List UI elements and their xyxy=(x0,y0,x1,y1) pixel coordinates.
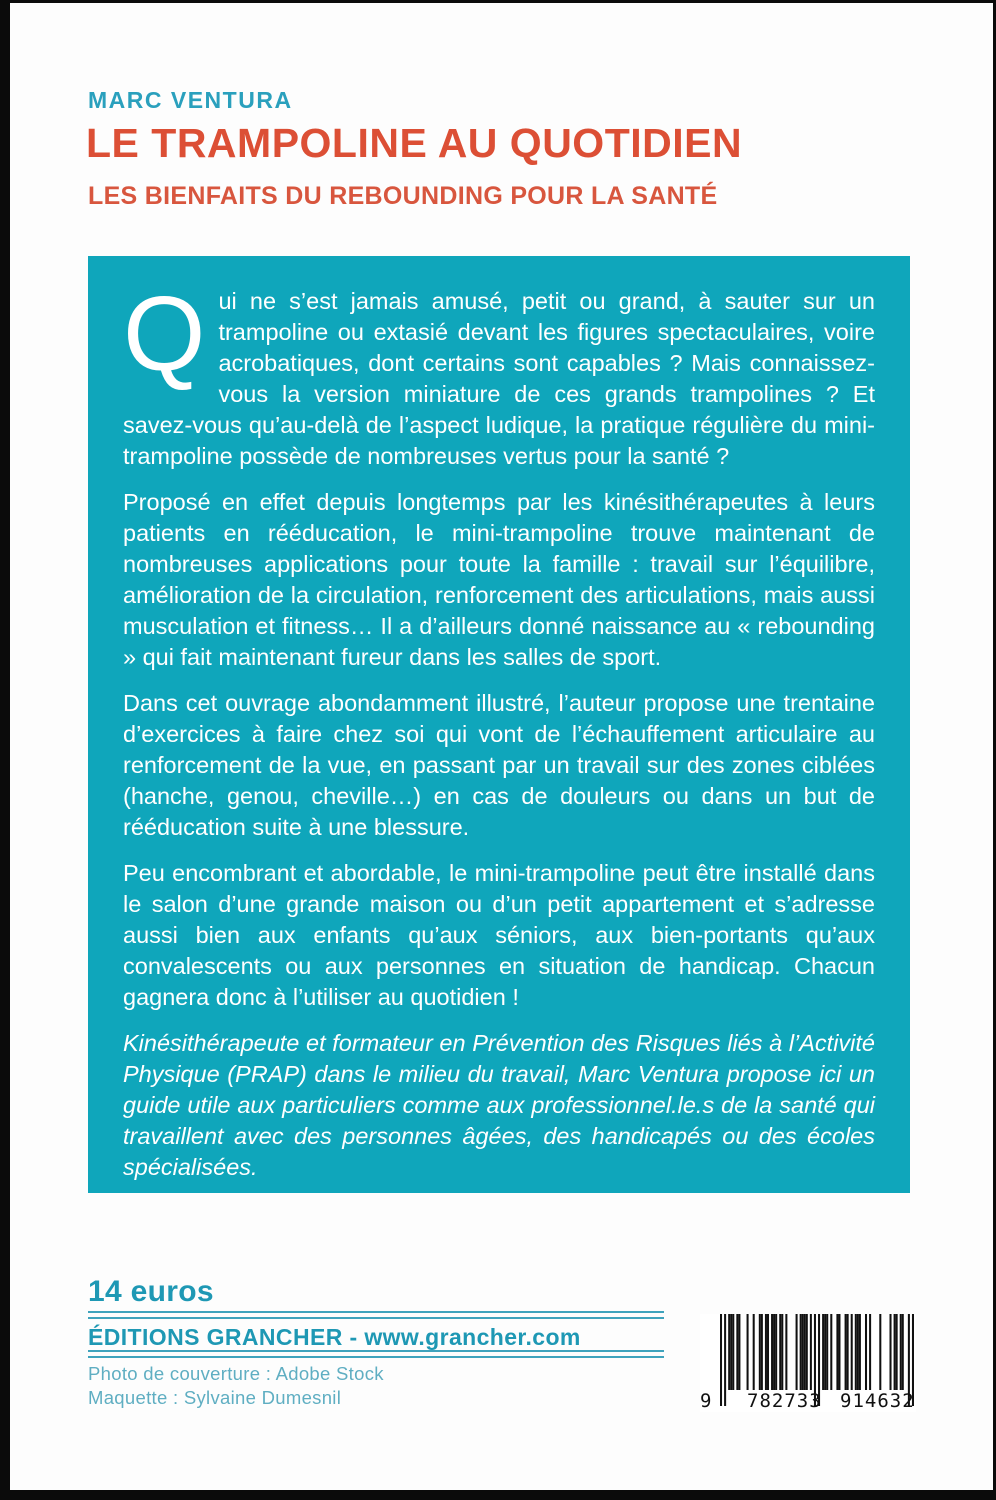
blurb-paragraph-1 xyxy=(123,275,875,472)
drop-cap: Q xyxy=(123,275,206,393)
credit-photo: Photo de couverture : Adobe Stock xyxy=(88,1363,384,1384)
barcode-digit-group-2: 782733 xyxy=(747,1390,822,1412)
blurb-panel xyxy=(88,256,910,1193)
isbn-barcode xyxy=(700,1314,916,1412)
divider-rule-bottom xyxy=(88,1350,664,1358)
book-title: LE TRAMPOLINE AU QUOTIDIEN xyxy=(86,120,743,166)
credit-maquette: Maquette : Sylvaine Dumesnil xyxy=(88,1387,342,1408)
credits-block xyxy=(88,1362,384,1410)
divider-rule-top xyxy=(88,1311,664,1319)
author-name: MARC VENTURA xyxy=(88,87,293,113)
book-back-cover xyxy=(10,3,993,1490)
blurb-paragraph-4: Peu encombrant et abordable, le mini-trampoline peut être installé dans le salon d’une grande maison ou d’un petit appartement et s’adresse aussi bien aux enfants qu’aux séniors, aux bien-portants qu’aux convalescents ou aux personnes en situation de handicap. Chacun gagnera donc à l’utiliser au quotidien ! xyxy=(123,860,875,1010)
barcode-digit-group-1: 9 xyxy=(700,1390,713,1412)
price-label: 14 euros xyxy=(88,1275,214,1308)
barcode-digit-group-3: 914632 xyxy=(840,1390,915,1412)
blurb-paragraph-2: Proposé en effet depuis longtemps par les kinésithérapeutes à leurs patients en rééducation, le mini-trampoline trouve maintenant de nombreuses applications pour toute la famille : travail sur l’équilibre, amélioration de la circulation, renforcement des articulations, mais aussi musculation et fitness… Il a d’ailleurs donné naissance au « rebounding » qui fait maintenant fureur dans les salles de sport. xyxy=(123,489,875,670)
barcode-digits xyxy=(700,1390,916,1412)
blurb-paragraph-1-text: ui ne s’est jamais amusé, petit ou grand, à sauter sur un trampoline ou extasié devant les figures spectaculaires, voire acrobatiques, dont certains sont capables ? Mais connaissez-vous la version miniature de ces grands trampolines ? Et savez-vous qu’au-delà de l’aspect ludique, la pratique régulière du mini-trampoline possède de nombreuses vertus pour la santé ? xyxy=(123,288,875,469)
book-subtitle: LES BIENFAITS DU REBOUNDING POUR LA SANTÉ xyxy=(88,182,718,210)
author-bio: Kinésithérapeute et formateur en Prévention des Risques liés à l’Activité Physique (PRAP) dans le milieu du travail, Marc Ventura propose ici un guide utile aux particuliers comme aux professionnel.le.s de la santé qui travaillent avec des personnes âgées, des handicapés ou des écoles spécialisées. xyxy=(123,1030,875,1180)
blurb-paragraph-3: Dans cet ouvrage abondamment illustré, l’auteur propose une trentaine d’exercices à faire chez soi qui vont de l’échauffement articulaire au renforcement de la vue, en passant par un travail sur des zones ciblées (hanche, genou, cheville…) en cas de douleurs ou dans un but de rééducation suite à une blessure. xyxy=(123,690,875,840)
publisher-line: ÉDITIONS GRANCHER - www.grancher.com xyxy=(88,1324,581,1350)
